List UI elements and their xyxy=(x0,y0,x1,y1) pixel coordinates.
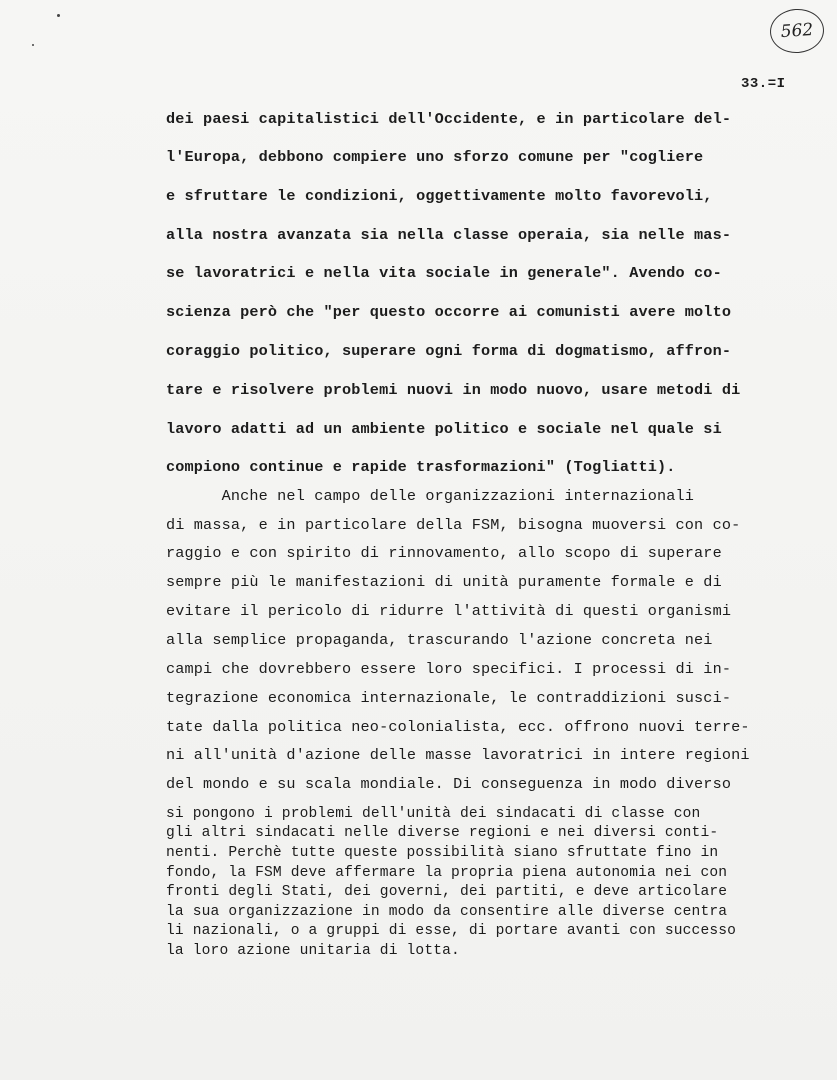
text-line: compiono continue e rapide trasformazioni" (Togliatti). xyxy=(166,458,676,476)
text-line: dei paesi capitalistici dell'Occidente, e in particolare del- xyxy=(166,110,732,128)
text-line: tegrazione economica internazionale, le contraddizioni susci- xyxy=(166,689,732,707)
text-line: campi che dovrebbero essere loro specifici. I processi di in- xyxy=(166,660,732,678)
ink-speck xyxy=(32,44,34,46)
text-line: alla nostra avanzata sia nella classe operaia, sia nelle mas- xyxy=(166,226,732,244)
archive-stamp xyxy=(769,7,826,55)
text-line: scienza però che "per questo occorre ai comunisti avere molto xyxy=(166,303,732,321)
text-line: si pongono i problemi dell'unità dei sindacati di classe con xyxy=(166,806,701,822)
text-line: lavoro adatti ad un ambiente politico e sociale nel quale si xyxy=(166,420,722,438)
text-line: fondo, la FSM deve affermare la propria piena autonomia nei con xyxy=(166,865,728,881)
text-line: nenti. Perchè tutte queste possibilità siano sfruttate fino in xyxy=(166,845,719,861)
text-line: li nazionali, o a gruppi di esse, di portare avanti con successo xyxy=(166,923,737,939)
text-line: ni all'unità d'azione delle masse lavoratrici in intere regioni xyxy=(166,746,750,764)
text-line: alla semplice propaganda, trascurando l'azione concreta nei xyxy=(166,631,713,649)
text-line: l'Europa, debbono compiere uno sforzo comune per "cogliere xyxy=(166,148,704,166)
text-line: di massa, e in particolare della FSM, bisogna muoversi con co- xyxy=(166,516,741,534)
text-line: fronti degli Stati, dei governi, dei partiti, e deve articolare xyxy=(166,884,728,900)
text-line: evitare il pericolo di ridurre l'attività di questi organismi xyxy=(166,602,732,620)
text-line: tare e risolvere problemi nuovi in modo nuovo, usare metodi di xyxy=(166,381,741,399)
page-number: 33.=I xyxy=(741,76,786,92)
text-line: raggio e con spirito di rinnovamento, allo scopo di superare xyxy=(166,544,722,562)
text-line: del mondo e su scala mondiale. Di conseguenza in modo diverso xyxy=(166,775,732,793)
archive-stamp-number: 562 xyxy=(780,19,814,43)
text-line: se lavoratrici e nella vita sociale in generale". Avendo co- xyxy=(166,264,722,282)
text-line: sempre più le manifestazioni di unità puramente formale e di xyxy=(166,573,722,591)
text-line: la loro azione unitaria di lotta. xyxy=(166,943,460,959)
text-line: coraggio politico, superare ogni forma di dogmatismo, affron- xyxy=(166,342,732,360)
text-line: la sua organizzazione in modo da consentire alle diverse centra xyxy=(166,904,728,920)
text-line: tate dalla politica neo-colonialista, ecc. offrono nuovi terre- xyxy=(166,718,750,736)
text-line: gli altri sindacati nelle diverse regioni e nei diversi conti- xyxy=(166,825,719,841)
ink-speck xyxy=(57,14,60,17)
text-line: e sfruttare le condizioni, oggettivamente molto favorevoli, xyxy=(166,187,713,205)
text-line: Anche nel campo delle organizzazioni internazionali xyxy=(166,487,695,505)
